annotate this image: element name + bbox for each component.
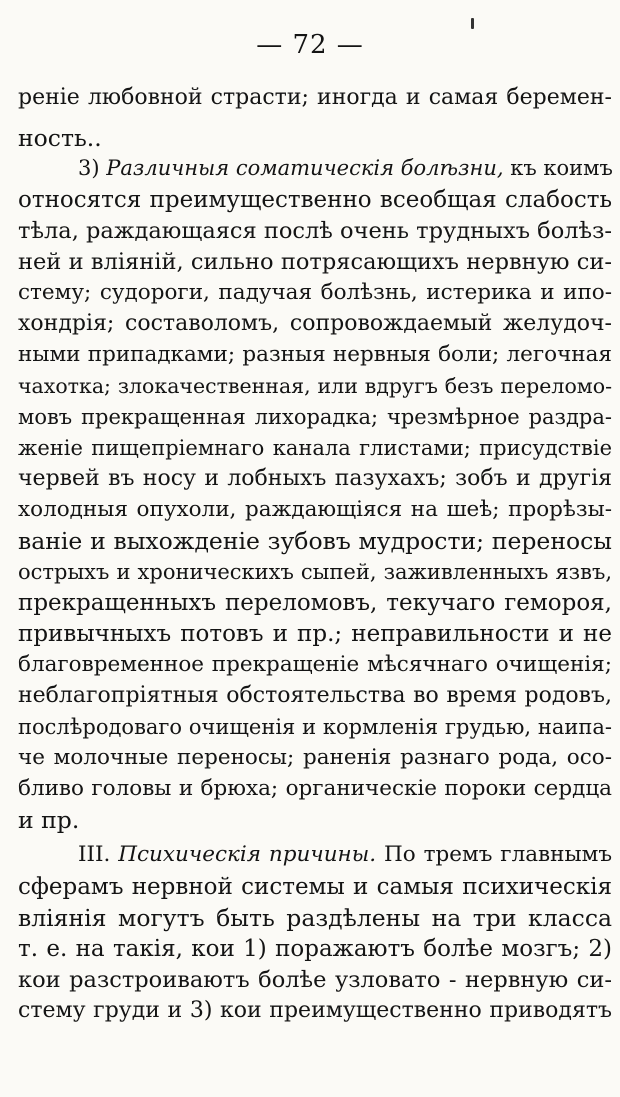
- text-line: стему; судороги, падучая болѣзнь, истерика и ипо-: [18, 280, 612, 305]
- text-line: че молочные переносы; раненія разнаго рода, осо-: [18, 745, 612, 770]
- page-number: — 72 —: [256, 30, 364, 60]
- ink-speck: [471, 18, 474, 29]
- text-line: ваніе и выхожденіе зубовъ мудрости; переносы: [18, 527, 612, 555]
- text-line: стему груди и 3) кои преимущественно приводятъ: [18, 998, 612, 1023]
- text-line: ней и вліяній, сильно потрясающихъ нервную си-: [18, 249, 612, 275]
- item-number: 3): [78, 156, 107, 180]
- text-line: реніе любовной страсти; иногда и самая беремен-: [18, 85, 612, 110]
- text-line: прекращенныхъ переломовъ, текучаго гемороя,: [18, 590, 612, 616]
- text-line: вліянія могутъ быть раздѣлены на три класса: [18, 904, 612, 932]
- text-line: сферамъ нервной системы и самыя психическія: [18, 874, 612, 900]
- text-line: кои разстроиваютъ болѣе узловато - нервную си-: [18, 967, 612, 993]
- text-line: бливо головы и брюха; органическіе пороки сердца: [18, 776, 612, 801]
- text-line: червей въ носу и лобныхъ пазухахъ; зобъ и другія: [18, 466, 612, 491]
- text-line: благовременное прекращеніе мѣсячнаго очищенія;: [18, 652, 612, 677]
- text-line: т. е. на такія, кои 1) поражаютъ болѣе мозгъ; 2): [18, 936, 612, 962]
- line-text: По тремъ главнымъ: [376, 842, 612, 867]
- text-line: чахотка; злокачественная, или вдругъ безъ переломо-: [18, 374, 612, 398]
- section-heading-somatic: Различныя соматическія болѣзни,: [106, 156, 504, 180]
- section-heading-psychic: Психическія причины.: [118, 842, 377, 867]
- text-line: острыхъ и хроническихъ сыпей, заживленныхъ язвъ,: [18, 560, 612, 584]
- text-line: привычныхъ потовъ и пр.; неправильности и не: [18, 621, 612, 647]
- text-line: мовъ прекращенная лихорадка; чрезмѣрное раздра-: [18, 405, 612, 429]
- text-line: тѣла, раждающаяся послѣ очень трудныхъ болѣз-: [18, 218, 612, 244]
- text-line: неблагопріятныя обстоятельства во время родовъ,: [18, 683, 612, 708]
- text-line: женіе пищепріемнаго канала глистами; присудствіе: [18, 436, 612, 460]
- text-line: и пр.: [18, 806, 80, 834]
- text-line: послѣродоваго очищенія и кормленія грудью, наипа-: [18, 715, 612, 739]
- text-line: относятся преимущественно всеобщая слабость: [18, 187, 612, 213]
- text-line: хондрія; составоломъ, сопровождаемый желудоч-: [18, 311, 612, 336]
- line-text: къ коимъ: [503, 156, 613, 180]
- text-line: ными припадками; разныя нервныя боли; легочная: [18, 342, 612, 367]
- text-line: ность..: [18, 124, 102, 152]
- section-number: III.: [78, 842, 119, 867]
- text-line: холодныя опухоли, раждающіяся на шеѣ; прорѣзы-: [18, 497, 612, 522]
